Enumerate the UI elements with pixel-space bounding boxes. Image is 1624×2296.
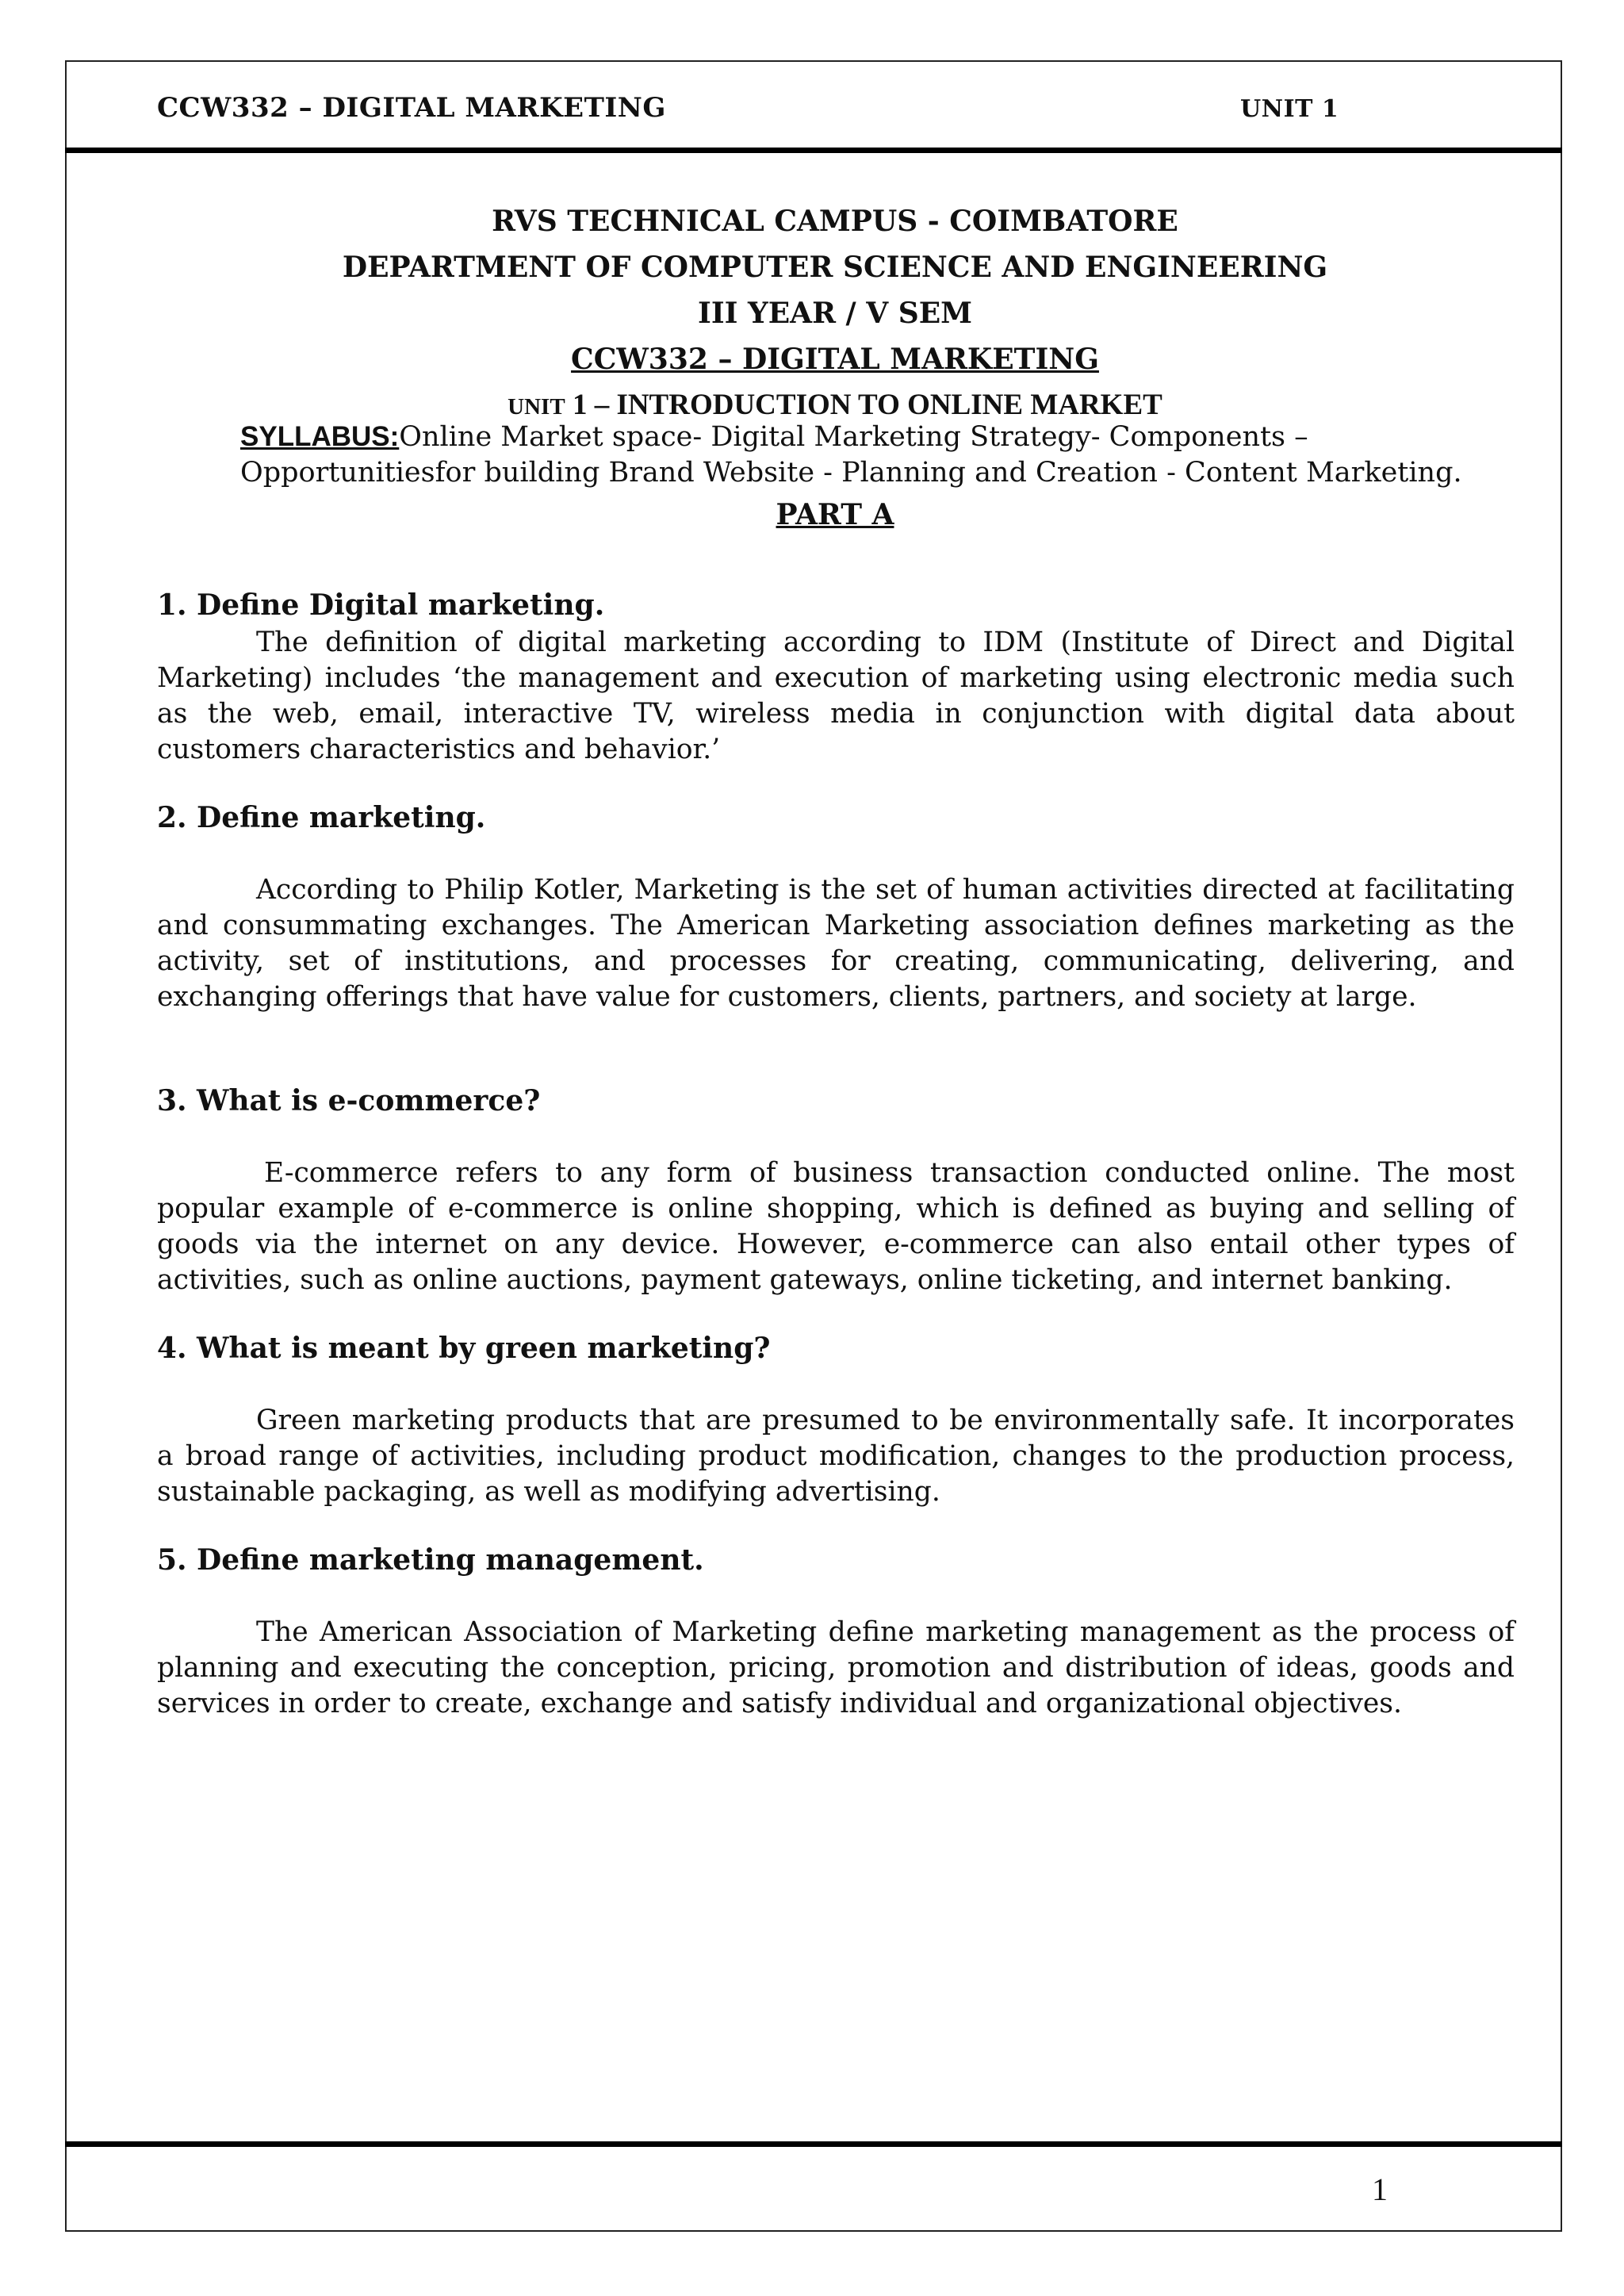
- syllabus: [240, 419, 1517, 491]
- question-text: Define marketing.: [197, 801, 486, 834]
- department-title: DEPARTMENT OF COMPUTER SCIENCE AND ENGINEERING: [342, 251, 1328, 284]
- question-heading: [157, 1332, 770, 1365]
- course-title: CCW332 – DIGITAL MARKETING: [571, 343, 1099, 376]
- unit-prefix: UNIT: [508, 394, 565, 420]
- answer-paragraph: E-commerce refers to any form of business transaction conducted online. The most popular example of e-commerce is online shopping, which is defined as buying and selling of goods via the internet on any device. However, e-commerce can also entail other types of activities, such as online auctions, payment gateways, online ticketing, and internet banking.: [157, 1157, 1515, 1296]
- header-unit: UNIT 1: [1240, 95, 1339, 123]
- header-rule: [65, 148, 1562, 153]
- question-number: 3.: [157, 1084, 187, 1117]
- question-number: 1.: [157, 588, 187, 622]
- answer-paragraph: Green marketing products that are presumed to be environmentally safe. It incorporates a broad range of activities, including product modification, changes to the production process, sustainable packaging, as well as modifying advertising.: [157, 1405, 1515, 1508]
- answer-paragraph: The American Association of Marketing define marketing management as the process of planning and executing the conception, pricing, promotion and distribution of ideas, goods and services in order to create, exchange and satisfy individual and organizational objectives.: [157, 1616, 1515, 1719]
- answer-paragraph: According to Philip Kotler, Marketing is the set of human activities directed at facilitating and consummating exchanges. The American Marketing association defines marketing as the activity, set of institutions, and processes for creating, communicating, delivering, and exchanging offerings that have value for customers, clients, partners, and society at large.: [157, 874, 1515, 1013]
- year-semester: III YEAR / V SEM: [697, 297, 972, 330]
- question-text: Define marketing management.: [197, 1543, 704, 1577]
- footer-rule: [65, 2141, 1562, 2147]
- question-number: 5.: [157, 1543, 187, 1577]
- title-block: [157, 198, 1513, 430]
- page-number: 1: [1372, 2171, 1388, 2207]
- institution-title: RVS TECHNICAL CAMPUS - COIMBATORE: [492, 205, 1178, 238]
- answer-paragraph: The definition of digital marketing according to IDM (Institute of Direct and Digital Marketing) includes ‘the management and execution of marketing using electronic media such as the web, email, interactive TV, wireless media in conjunction with digital data about customers characteristics and behavior.’: [157, 627, 1515, 765]
- header-course: CCW332 – DIGITAL MARKETING: [157, 92, 666, 124]
- question-heading: [157, 588, 604, 622]
- question-number: 4.: [157, 1332, 187, 1365]
- question-text: Define Digital marketing.: [197, 588, 605, 622]
- question-heading: [157, 801, 485, 834]
- part-heading: PART A: [776, 498, 894, 531]
- unit-title-text: 1 – INTRODUCTION TO ONLINE MARKET: [572, 389, 1162, 421]
- syllabus-label: SYLLABUS:: [240, 421, 400, 452]
- question-text: What is meant by green marketing?: [197, 1332, 771, 1365]
- syllabus-text: Online Market space- Digital Marketing Strategy- Components – Opportunitiesfor building Brand Website - Planning and Creation - Content Marketing.: [240, 421, 1462, 489]
- question-heading: [157, 1543, 704, 1577]
- question-number: 2.: [157, 801, 187, 834]
- question-heading: [157, 1084, 540, 1117]
- question-text: What is e-commerce?: [197, 1084, 541, 1117]
